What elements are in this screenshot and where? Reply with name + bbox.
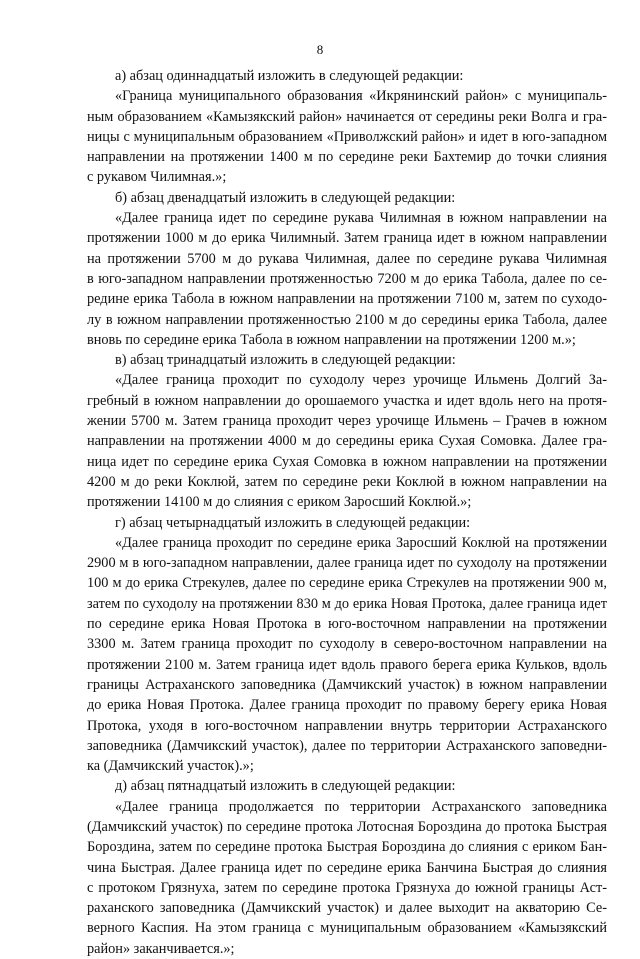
text-line: заповедника (Дамчикский участок), далее по территории Астраханского заповедни- — [87, 737, 607, 754]
text-line: раханского заповедника (Дамчикский участок) и далее выходит на акваторию Се- — [87, 900, 607, 917]
text-line: (Дамчикский участок) по середине протока Лотосная Бороздина до протока Быстрая — [87, 818, 607, 835]
text-line: «Далее граница идет по середине рукава Чилимная в южном направлении на — [115, 210, 607, 227]
amendment-heading — [87, 188, 607, 208]
text-line: район» заканчивается.»; — [87, 940, 235, 957]
text-line: протяжении 14100 м до слияния с ериком Заросший Коклюй.»; — [87, 494, 472, 511]
text-line: затем по суходолу на протяжении 830 м до ерика Новая Протока, далее граница идет — [87, 595, 607, 612]
text-line: ницы с муниципальным образованием «Приволжский район» и идет в юго-западном — [87, 128, 607, 145]
amendment-heading — [87, 66, 607, 86]
text-line: на протяжении 5700 м до рукава Чилимная, далее по середине рукава Чилимная — [87, 250, 607, 267]
text-line: чина Быстрая. Далее граница идет по середине ерика Банчина Быстрая до слияния — [87, 859, 607, 876]
text-line: 3300 м. Затем граница проходит по суходолу в северо-восточном направлении на — [87, 636, 607, 653]
text-line: с протоком Грязнуха, затем по середине протока Грязнуха до южной границы Аст- — [87, 879, 607, 896]
text-line: редине ерика Табола в южном направлении на протяжении 7100 м, затем по суходо- — [87, 291, 607, 308]
text-line: б) абзац двенадцатый изложить в следующей редакции: — [115, 189, 456, 206]
amendment-paragraph — [87, 797, 607, 959]
text-line: 4200 м до реки Коклюй, затем по середине реки Коклюй в южном направлении на — [87, 473, 607, 490]
text-line: г) абзац четырнадцатый изложить в следующей редакции: — [115, 514, 471, 531]
text-line: направлении на протяжении 4000 м до середины ерика Сухая Сомовка. Далее гра- — [87, 433, 607, 450]
text-line: верного Каспия. На этом граница с муниципальным образованием «Камызякский — [87, 920, 607, 937]
text-line: 100 м до ерика Стрекулев, далее по середине ерика Стрекулев на протяжении 900 м, — [87, 575, 607, 592]
text-line: по середине ерика Новая Протока в юго-восточном направлении на протяжении — [87, 616, 607, 633]
text-line: в юго-западном направлении протяженностью 7200 м до ерика Табола, далее по се- — [87, 270, 607, 287]
document-body — [87, 66, 607, 959]
text-line: протяжении 2100 м. Затем граница идет вдоль правого берега ерика Кульков, вдоль — [87, 656, 607, 673]
text-line: вновь по середине ерика Табола в южном направлении на протяжении 1200 м.»; — [87, 331, 576, 348]
text-line: Протока, уходя в юго-восточном направлении внутрь территории Астраханского — [87, 717, 607, 734]
amendment-heading — [87, 513, 607, 533]
text-line: «Далее граница продолжается по территории Астраханского заповедника — [115, 798, 607, 815]
text-line: «Далее граница проходит по суходолу через урочище Ильмень Долгий За- — [115, 372, 607, 389]
amendment-paragraph — [87, 208, 607, 350]
text-line: 2900 м в юго-западном направлении, далее граница идет по суходолу на протяжении — [87, 555, 607, 572]
text-line: границы Астраханского заповедника (Дамчикский участок) в южном направлении — [87, 676, 607, 693]
text-line: а) абзац одиннадцатый изложить в следующей редакции: — [115, 68, 464, 84]
amendment-paragraph — [87, 86, 607, 187]
amendment-heading — [87, 350, 607, 370]
text-line: «Далее граница проходит по середине ерика Заросший Коклюй на протяжении — [115, 534, 607, 551]
text-line: Бороздина, затем по середине протока Быстрая Бороздина до слияния с ериком Бан- — [87, 839, 607, 856]
text-line: д) абзац пятнадцатый изложить в следующей редакции: — [115, 778, 456, 795]
text-line: лу в южном направлении протяженностью 2100 м до середины ерика Табола, далее — [87, 311, 607, 328]
text-line: с рукавом Чилимная.»; — [87, 169, 227, 186]
text-line: «Граница муниципального образования «Икрянинский район» с муниципаль- — [115, 88, 607, 105]
text-line: гребный в южном направлении до орошаемого участка и идет вдоль него на протя- — [87, 392, 607, 409]
text-line: ница идет по середине ерика Сухая Сомовка в южном направлении на протяжении — [87, 453, 607, 470]
amendment-paragraph — [87, 533, 607, 777]
amendment-paragraph — [87, 370, 607, 512]
page-number: 8 — [316, 42, 324, 57]
text-line: протяжении 1000 м до ерика Чилимный. Затем граница идет в южном направлении — [87, 230, 607, 247]
text-line: ным образованием «Камызякский район» начинается от середины реки Волга и гра- — [87, 108, 607, 125]
text-line: ка (Дамчикский участок).»; — [87, 758, 254, 775]
text-line: направлении на протяжении 1400 м по середине реки Бахтемир до точки слияния — [87, 149, 607, 166]
text-line: до ерика Новая Протока. Далее граница проходит по правому берегу ерика Новая — [87, 697, 607, 714]
text-line: в) абзац тринадцатый изложить в следующей редакции: — [115, 352, 456, 369]
text-line: жении 5700 м. Затем граница проходит через урочище Ильмень – Грачев в южном — [87, 413, 607, 430]
amendment-heading — [87, 776, 607, 796]
